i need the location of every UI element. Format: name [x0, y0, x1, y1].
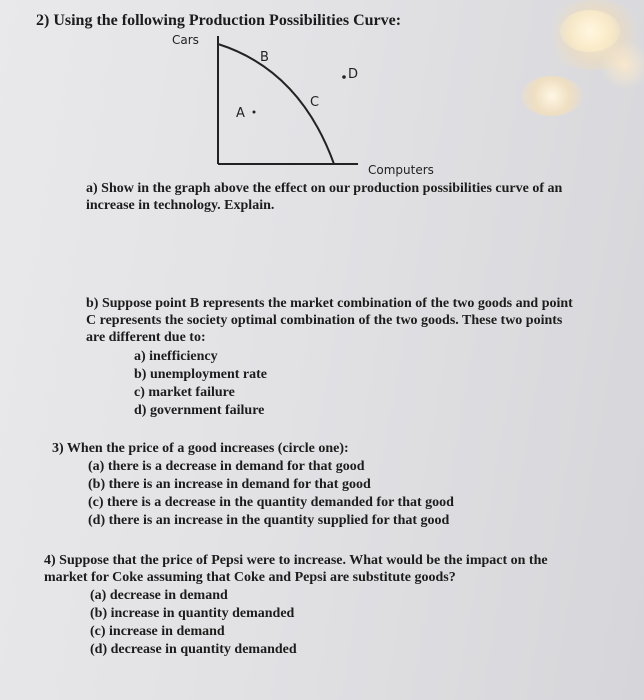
point-d-label: D — [348, 67, 359, 82]
question-4-line-1: 4) Suppose that the price of Pepsi were to increase. What would be the impact on the — [44, 553, 548, 568]
x-axis-label: Computers — [368, 163, 434, 177]
part-b-option: d) government failure — [134, 403, 265, 418]
question-4-option: (d) decrease in quantity demanded — [90, 642, 297, 657]
part-b-option: b) unemployment rate — [134, 367, 267, 382]
part-b-line-3: are different due to: — [86, 330, 206, 345]
question-4-option: (b) increase in quantity demanded — [90, 606, 295, 621]
point-a-dot — [253, 111, 256, 114]
point-a-label: A — [236, 106, 245, 121]
point-d-dot — [342, 75, 346, 79]
y-axis-label: Cars — [172, 33, 199, 47]
question-4-line-2: market for Coke assuming that Coke and Pepsi are substitute goods? — [44, 570, 456, 585]
question-2-title: 2) Using the following Production Possibilities Curve: — [36, 12, 402, 29]
question-3-title: 3) When the price of a good increases (circle one): — [52, 441, 349, 456]
question-3-option: (b) there is an increase in demand for that good — [88, 477, 371, 492]
part-b-line-1: b) Suppose point B represents the market combination of the two goods and point — [86, 296, 573, 311]
part-b-option: a) inefficiency — [134, 349, 218, 364]
question-4-option: (a) decrease in demand — [90, 588, 228, 603]
question-3-option: (d) there is an increase in the quantity supplied for that good — [88, 513, 450, 528]
part-a-line-2: increase in technology. Explain. — [86, 198, 275, 213]
question-3-option: (c) there is a decrease in the quantity demanded for that good — [88, 495, 454, 510]
question-3-option: (a) there is a decrease in demand for that good — [88, 459, 365, 474]
question-4-option: (c) increase in demand — [90, 624, 225, 639]
part-a-line-1: a) Show in the graph above the effect on our production possibilities curve of an — [86, 181, 563, 196]
part-b-option: c) market failure — [134, 385, 235, 400]
point-c-label: C — [310, 95, 320, 110]
part-b-line-2: C represents the society optimal combination of the two goods. These two points — [86, 313, 563, 328]
point-b-label: B — [260, 50, 269, 65]
